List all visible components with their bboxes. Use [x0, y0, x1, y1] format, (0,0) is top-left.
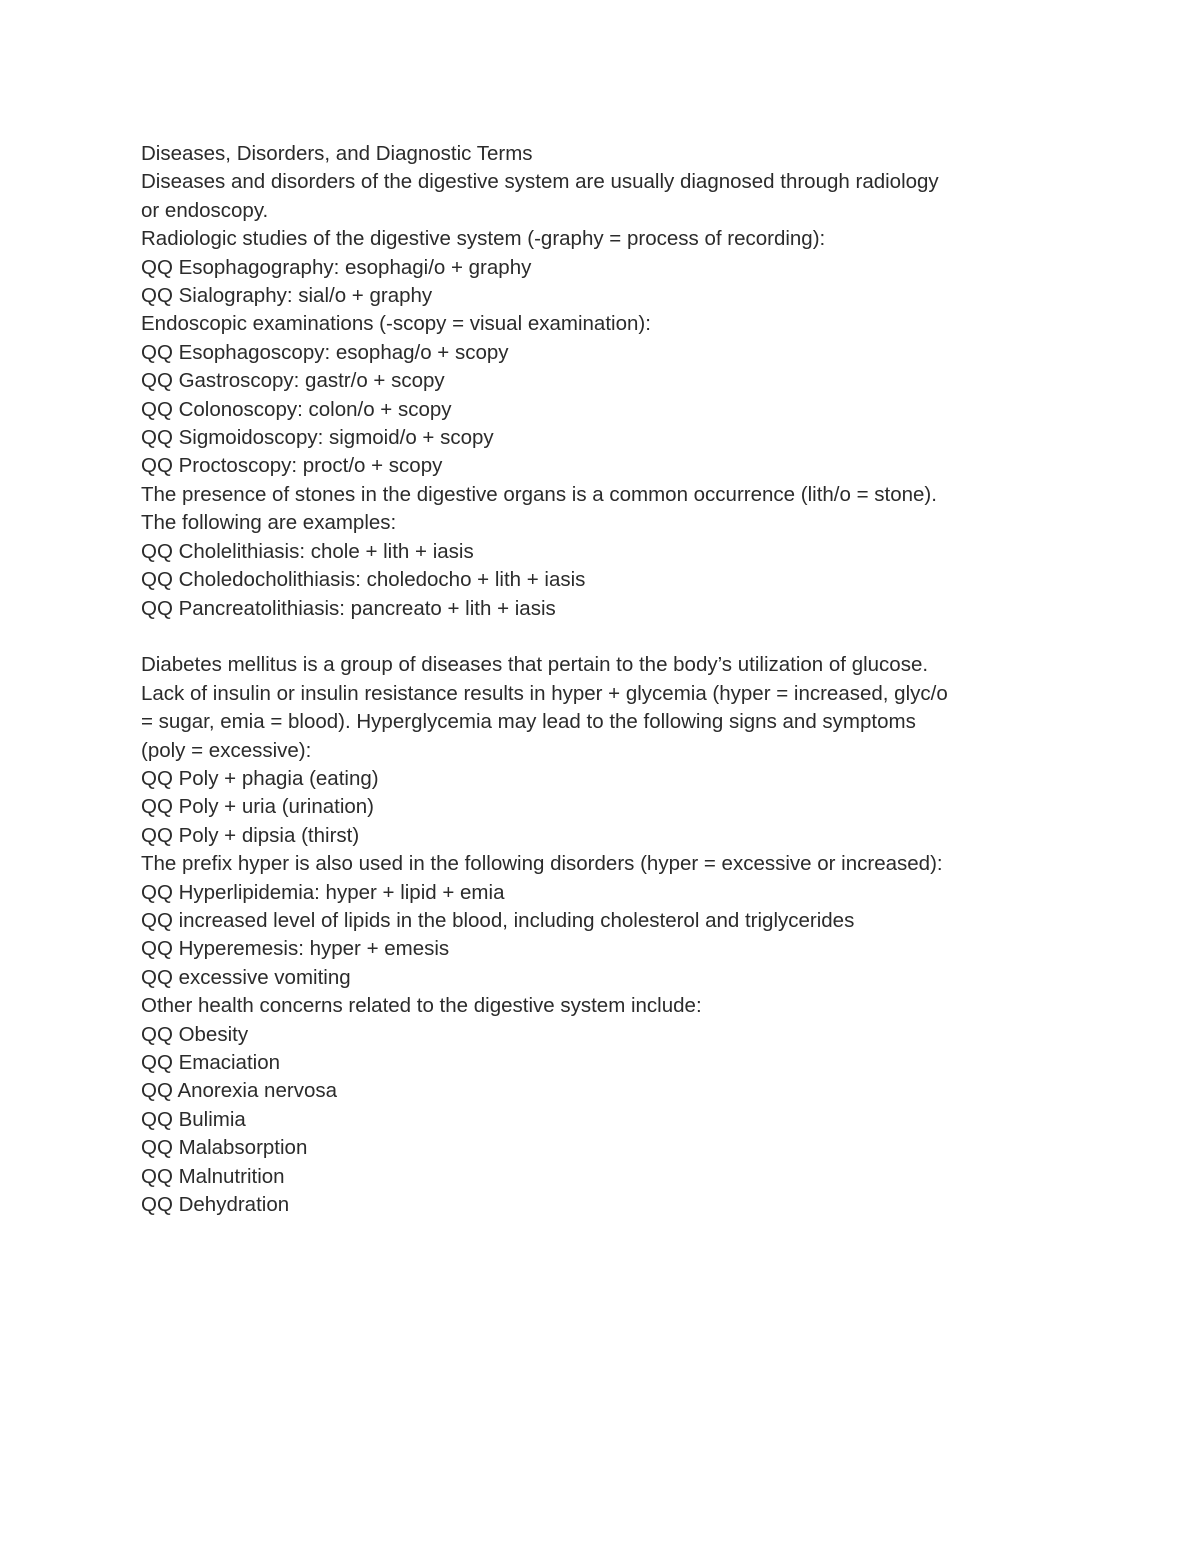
text-line: QQ Hyperlipidemia: hyper + lipid + emia	[141, 880, 505, 904]
text-line: Other health concerns related to the digestive system include:	[141, 994, 702, 1018]
text-line: Endoscopic examinations (-scopy = visual examination):	[141, 312, 651, 336]
text-line: QQ Obesity	[141, 1022, 249, 1046]
text-line: QQ increased level of lipids in the blood, including cholesterol and triglycerides	[141, 908, 855, 932]
text-line: QQ Pancreatolithiasis: pancreato + lith + iasis	[141, 596, 556, 620]
text-line: QQ Gastroscopy: gastr/o + scopy	[141, 369, 445, 393]
text-line: or endoscopy.	[141, 198, 269, 222]
blank-line	[141, 623, 1021, 651]
text-line: Radiologic studies of the digestive system (-graphy = process of recording):	[141, 227, 826, 251]
text-line: The presence of stones in the digestive organs is a common occurrence (lith/o = stone).	[141, 482, 937, 506]
text-line: QQ Proctoscopy: proct/o + scopy	[141, 454, 443, 478]
text-line: QQ Malnutrition	[141, 1164, 285, 1188]
text-line: QQ Bulimia	[141, 1107, 246, 1131]
text-line: QQ Malabsorption	[141, 1136, 308, 1160]
text-line: QQ Cholelithiasis: chole + lith + iasis	[141, 539, 474, 563]
text-line: Diseases, Disorders, and Diagnostic Terms	[141, 142, 533, 165]
text-line: QQ Poly + dipsia (thirst)	[141, 823, 360, 847]
text-line: QQ Esophagography: esophagi/o + graphy	[141, 255, 532, 279]
text-line: Lack of insulin or insulin resistance results in hyper + glycemia (hyper = increased, glyc/o	[141, 681, 948, 705]
text-line: QQ Emaciation	[141, 1050, 280, 1074]
document-page	[141, 140, 1021, 1219]
text-line: = sugar, emia = blood). Hyperglycemia may lead to the following signs and symptoms	[141, 710, 916, 734]
text-line: (poly = excessive):	[141, 738, 312, 762]
text-line: QQ Poly + uria (urination)	[141, 795, 374, 819]
text-line: The prefix hyper is also used in the following disorders (hyper = excessive or increased):	[141, 852, 943, 876]
text-line: QQ Anorexia nervosa	[141, 1079, 337, 1103]
text-line: QQ Dehydration	[141, 1193, 290, 1217]
text-line: QQ Esophagoscopy: esophag/o + scopy	[141, 340, 509, 364]
text-line: QQ excessive vomiting	[141, 965, 351, 989]
text-line: QQ Choledocholithiasis: choledocho + lith + iasis	[141, 568, 586, 592]
text-line: Diseases and disorders of the digestive system are usually diagnosed through radiology	[141, 170, 939, 194]
text-line: QQ Colonoscopy: colon/o + scopy	[141, 397, 452, 421]
text-line: QQ Hyperemesis: hyper + emesis	[141, 937, 450, 961]
text-line: Diabetes mellitus is a group of diseases that pertain to the body’s utilization of glucose.	[141, 653, 929, 677]
text-line: QQ Sialography: sial/o + graphy	[141, 284, 433, 308]
text-line: QQ Poly + phagia (eating)	[141, 766, 379, 790]
text-line: QQ Sigmoidoscopy: sigmoid/o + scopy	[141, 426, 494, 450]
text-line: The following are examples:	[141, 511, 397, 535]
